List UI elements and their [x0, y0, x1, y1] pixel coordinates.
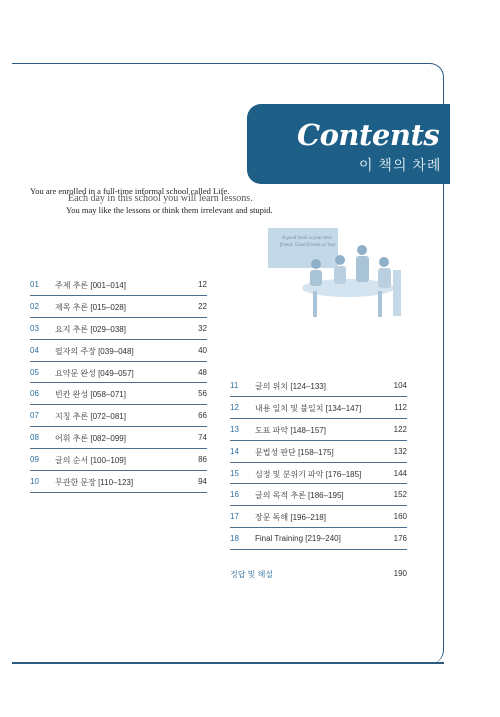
toc-page: 176	[393, 534, 407, 544]
toc-item[interactable]	[230, 397, 407, 419]
toc-item[interactable]	[30, 449, 207, 471]
toc-page: 56	[198, 389, 207, 399]
toc-title: 어휘 추론 [082–099]	[55, 434, 126, 444]
person-2	[335, 255, 345, 265]
whiteboard	[268, 228, 338, 268]
toc-page: 74	[198, 433, 207, 443]
toc-page: 12	[198, 280, 207, 289]
toc-item[interactable]	[230, 528, 407, 550]
toc-title: 무관한 문장 [110–123]	[55, 478, 134, 488]
toc-page: 94	[198, 477, 207, 487]
toc-item[interactable]	[30, 405, 207, 427]
toc-page: 104	[393, 381, 407, 390]
quote-line-1: You are enrolled in a full-time informal school called Life.	[30, 186, 230, 196]
toc-page: 48	[198, 367, 207, 377]
toc-item[interactable]	[230, 484, 407, 506]
quote-line-3: You may like the lessons or think them irrelevant and stupid.	[66, 205, 273, 215]
toc-page: 86	[198, 455, 207, 465]
toc-title: 글의 목적 추론 [186–195]	[255, 491, 344, 501]
toc-page: 40	[198, 345, 207, 355]
toc-number: 12	[230, 402, 239, 412]
toc-number: 14	[230, 446, 239, 456]
person-1	[311, 259, 321, 269]
toc-item[interactable]	[230, 375, 407, 397]
toc-number: 15	[230, 468, 239, 478]
toc-item[interactable]	[30, 471, 207, 493]
toc-item[interactable]	[30, 274, 207, 296]
toc-item[interactable]	[30, 340, 207, 362]
classroom-illustration	[268, 226, 408, 322]
toc-number: 04	[30, 345, 39, 355]
toc-item[interactable]	[30, 383, 207, 405]
toc-item[interactable]	[30, 296, 207, 318]
toc-page: 32	[198, 323, 207, 333]
toc-title: 필자의 주장 [039–048]	[55, 346, 134, 356]
toc-item[interactable]	[230, 419, 407, 441]
board-text-2: friend. Good friends at 'bas'	[280, 243, 337, 248]
toc-page: 152	[393, 490, 407, 500]
toc-number: 02	[30, 301, 39, 311]
toc-page: 160	[393, 512, 407, 522]
contents-banner	[247, 104, 450, 184]
contents-title: Contents	[297, 118, 440, 152]
toc-title: 심정 및 분위기 파악 [176–185]	[255, 469, 362, 479]
page-frame-bottom-rule	[12, 662, 444, 664]
toc-number: 05	[30, 367, 39, 377]
toc-right	[230, 375, 407, 550]
board-text-1: A good book is your best	[282, 236, 332, 241]
toc-item[interactable]	[30, 362, 207, 384]
toc-item[interactable]	[30, 318, 207, 340]
toc-item[interactable]	[230, 463, 407, 485]
toc-number: 10	[30, 477, 39, 487]
toc-number: 09	[30, 455, 39, 465]
toc-number: 07	[30, 411, 39, 421]
toc-title: 장문 독해 [196–218]	[255, 513, 326, 523]
toc-title: 요약문 완성 [049–057]	[55, 368, 134, 378]
toc-item[interactable]	[230, 506, 407, 528]
toc-title: 글의 순서 [100–109]	[55, 456, 126, 466]
toc-number: 08	[30, 433, 39, 443]
quote-line-2: Each day in this school you will learn lessons.	[68, 193, 253, 204]
toc-title: 내용 일치 및 불일치 [134–147]	[255, 403, 362, 413]
toc-item[interactable]	[230, 441, 407, 463]
toc-number: 17	[230, 512, 239, 522]
toc-item[interactable]	[30, 427, 207, 449]
toc-number: 18	[230, 534, 239, 544]
toc-title: 요지 추론 [029–038]	[55, 324, 126, 334]
toc-number: 13	[230, 424, 239, 434]
toc-title: 제목 추론 [015–028]	[55, 302, 126, 312]
toc-page: 132	[393, 446, 407, 456]
toc-page: 122	[393, 424, 407, 434]
toc-title: 글의 위치 [124–133]	[255, 382, 326, 391]
contents-subtitle: 이 책의 차례	[359, 157, 442, 173]
toc-page: 144	[393, 468, 407, 478]
toc-title: 빈칸 완성 [058–071]	[55, 390, 126, 400]
toc-number: 01	[30, 280, 39, 289]
toc-number: 11	[230, 381, 239, 390]
toc-number: 06	[30, 389, 39, 399]
toc-title: 문법성 판단 [158–175]	[255, 447, 334, 457]
answer-key-page: 190	[393, 569, 407, 578]
toc-number: 03	[30, 323, 39, 333]
toc-page: 112	[394, 402, 407, 412]
toc-page: 66	[198, 411, 207, 421]
toc-title: 도표 파악 [148–157]	[255, 425, 326, 435]
person-3	[357, 245, 367, 255]
answer-key-entry[interactable]	[230, 569, 407, 583]
person-4	[379, 257, 389, 267]
toc-number: 16	[230, 490, 239, 500]
toc-title: 지칭 추론 [072–081]	[55, 412, 126, 422]
answer-key-label: 정답 및 해설	[230, 570, 274, 579]
toc-title: Final Training [219–240]	[255, 534, 341, 544]
toc-left	[30, 274, 207, 493]
toc-title: 주제 추론 [001–014]	[55, 281, 126, 290]
toc-page: 22	[198, 301, 207, 311]
chair	[393, 270, 401, 316]
